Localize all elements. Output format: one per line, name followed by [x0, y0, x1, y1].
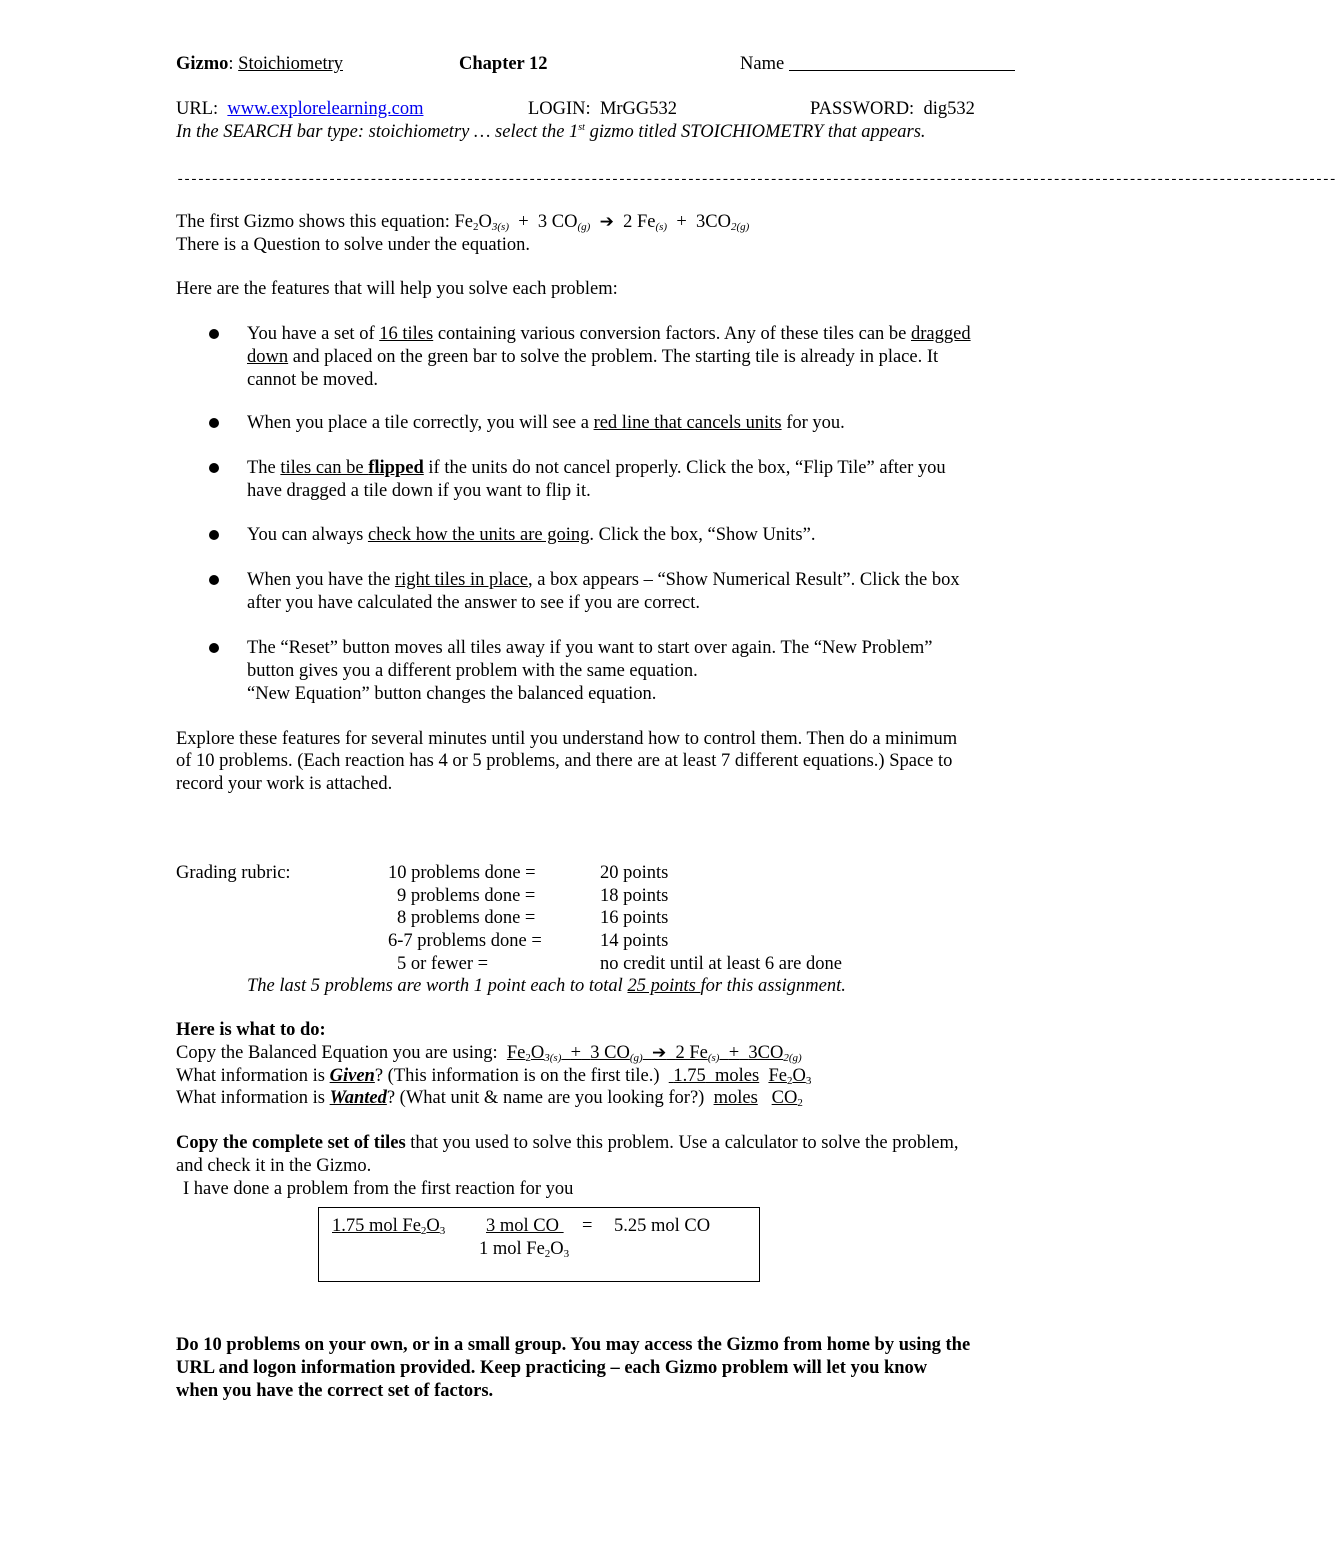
rubric-points: no credit until at least 6 are done — [600, 954, 842, 974]
rubric-row: 6-7 problems done = — [388, 931, 542, 951]
login-label: LOGIN: — [528, 99, 591, 119]
bullet-icon — [209, 418, 219, 428]
chapter-label: Chapter 12 — [459, 54, 548, 74]
rubric-row: 8 problems done = — [397, 908, 536, 928]
tiles-instruction-1: Copy the complete set of tiles that you used to solve this problem. Use a calculator to solve the problem, — [176, 1133, 959, 1153]
search-instruction: In the SEARCH bar type: stoichiometry … select the 1st gizmo titled STOICHIOMETRY that appears. — [176, 122, 926, 142]
bullet-flip: The tiles can be flipped if the units do not cancel properly. Click the box, “Flip Tile” after you have dragged a tile down if you want to flip it. — [247, 458, 946, 501]
bullet-icon — [209, 530, 219, 540]
rubric-row: 9 problems done = — [397, 886, 536, 906]
bullet-icon — [209, 329, 219, 339]
bullet-icon — [209, 575, 219, 585]
bullet-numerical: When you have the right tiles in place, a box appears – “Show Numerical Result”. Click the box after you have calculated the answer to see if you are correct. — [247, 570, 960, 613]
features-heading: Here are the features that will help you solve each problem: — [176, 279, 618, 299]
example-numerator: 3 mol CO — [486, 1216, 559, 1236]
worksheet-title — [176, 53, 343, 76]
password-line — [810, 98, 975, 121]
example-result: 5.25 mol CO — [614, 1216, 711, 1236]
rubric-points: 14 points — [600, 931, 669, 951]
tiles-instruction-2: and check it in the Gizmo. — [176, 1156, 372, 1176]
dashed-divider: ------------------------------------------------------------------------------------------------------------------------------------------------------------------------ — [176, 172, 1335, 188]
rubric-label: Grading rubric: — [176, 863, 291, 883]
example-given-tile: 1.75 mol $Fe_2O_3$ — [332, 1216, 446, 1237]
bullet-units: You can always check how the units are going. Click the box, “Show Units”. — [247, 525, 816, 545]
url-link[interactable]: www.explorelearning.com — [227, 99, 424, 119]
gizmo-colon: : — [228, 54, 239, 74]
name-blank-line — [789, 54, 1015, 71]
password-value: dig532 — [923, 99, 975, 119]
arrow-icon: ➔ — [651, 1043, 667, 1063]
password-label: PASSWORD: — [810, 99, 915, 119]
rubric-points: 16 points — [600, 908, 669, 928]
question-note: There is a Question to solve under the equation. — [176, 235, 530, 255]
rubric-points: 20 points — [600, 863, 669, 883]
example-equals: = — [582, 1216, 593, 1236]
closing-line-3: when you have the correct set of factors. — [176, 1381, 494, 1401]
name-label: Name — [740, 54, 785, 74]
arrow-icon: ➔ — [599, 212, 614, 232]
url-line — [176, 98, 423, 121]
bullet-reset: The “Reset” button moves all tiles away if you want to start over again. The “New Problem” button gives you a different problem with the same equation. “New Equation” button changes the balanced equation. — [247, 638, 933, 704]
rubric-note: The last 5 problems are worth 1 point each to total 25 points for this assignment. — [247, 976, 846, 996]
gizmo-label: Gizmo — [176, 54, 229, 74]
gizmo-title: Stoichiometry — [238, 54, 343, 74]
bullet-red-line: When you place a tile correctly, you will see a red line that cancels units for you. — [247, 413, 845, 433]
login-value: MrGG532 — [599, 99, 678, 119]
rubric-row: 5 or fewer = — [397, 954, 489, 974]
explore-line-2: of 10 problems. (Each reaction has 4 or 5 problems, and there are at least 7 different equations.) Space to — [176, 751, 953, 771]
equation-line: The first Gizmo shows this equation: $Fe_2O_{3(s)} + 3$ $CO_{(g)}$ ➔ 2 $Fe_{(s)} + 3CO_{2(g)}$ — [176, 212, 750, 233]
login-line — [528, 98, 677, 121]
explore-line-3: record your work is attached. — [176, 774, 393, 794]
bullet-tiles: You have a set of 16 tiles containing various conversion factors. Any of these tiles can be dragged down and placed on the green bar to solve the problem. The starting tile is already in place. It cannot be moved. — [247, 324, 971, 390]
tiles-instruction-3: I have done a problem from the first reaction for you — [183, 1179, 574, 1199]
rubric-points: 18 points — [600, 886, 669, 906]
explore-line-1: Explore these features for several minutes until you understand how to control them. Then do a minimum — [176, 729, 958, 749]
closing-line-1: Do 10 problems on your own, or in a small group. You may access the Gizmo from home by using the — [176, 1335, 971, 1355]
example-denominator: 1 mol $Fe_2O_3$ — [479, 1239, 570, 1260]
copy-equation-line: Copy the Balanced Equation you are using: $Fe_2O_{3(s)} + 3$ $CO_{(g)}$ ➔ 2 $Fe_{(s)} + 3CO_{2(g)}$ — [176, 1043, 802, 1064]
bullet-icon — [209, 463, 219, 473]
name-field — [740, 53, 1015, 76]
wanted-line: What information is Wanted? (What unit & name are you looking for?) moles $CO_2$ — [176, 1088, 803, 1109]
rubric-row: 10 problems done = — [388, 863, 536, 883]
equation: $Fe_2O_{3(s)} + 3$ $CO_{(g)}$ ➔ 2 $Fe_{(s)} + 3CO_{2(g)}$ — [454, 212, 750, 233]
url-label: URL: — [176, 99, 219, 119]
balanced-equation: $Fe_2O_{3(s)} + 3$ $CO_{(g)}$ ➔ 2 $Fe_{(s)} + 3CO_{2(g)}$ — [506, 1043, 802, 1064]
given-line: What information is Given? (This information is on the first tile.) 1.75 moles $Fe_2O_3$ — [176, 1066, 812, 1087]
closing-line-2: URL and logon information provided. Keep practicing – each Gizmo problem will let you know — [176, 1358, 928, 1378]
todo-heading: Here is what to do: — [176, 1020, 326, 1040]
bullet-icon — [209, 643, 219, 653]
